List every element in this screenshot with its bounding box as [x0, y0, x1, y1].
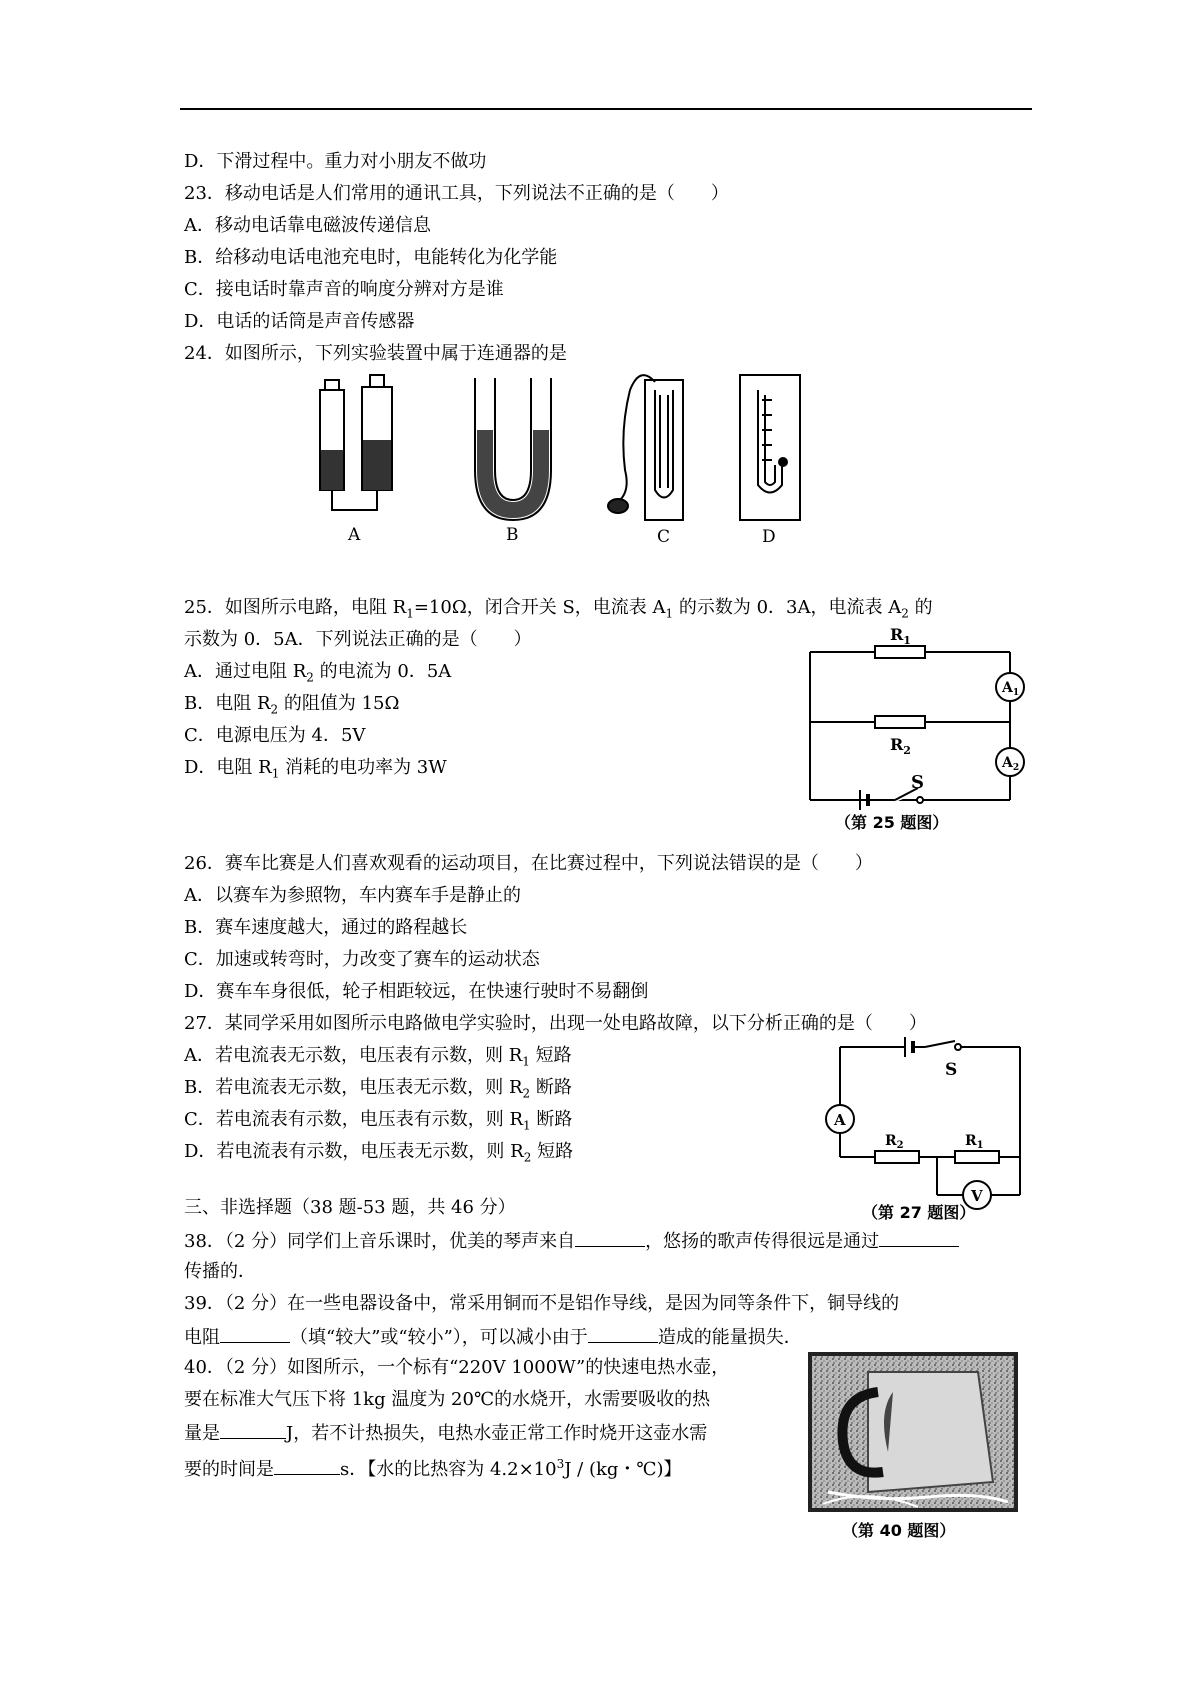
q27-circuit-figure — [815, 1035, 1040, 1205]
label-r1: $R_1$ — [965, 1133, 984, 1151]
q25-circuit-figure — [800, 625, 1040, 830]
label-a1: $A_1$ — [1002, 680, 1020, 698]
resistor-r1 — [875, 646, 925, 658]
q24-apparatus-figure — [300, 370, 880, 550]
switch-s — [925, 1041, 955, 1047]
q38-blank-2[interactable] — [879, 1228, 959, 1247]
label-ammeter: A — [834, 1111, 846, 1129]
q25-stem-line1: 25．如图所示电路，电阻 $R_1=10\Omega$，闭合开关 S，电流表 $A_1$ 的示数为 0．3A，电流表 $A_2$ 的 — [184, 597, 933, 621]
header-rule — [180, 108, 1032, 110]
q40-line3: 量是 J，若不计热损失，电热水壶正常工作时烧开这壶水需 — [184, 1420, 707, 1446]
q26-option-c: C．加速或转弯时，力改变了赛车的运动状态 — [184, 949, 540, 970]
label-a2: $A_2$ — [1002, 755, 1020, 773]
q23-option-d: D．电话的话筒是声音传感器 — [184, 311, 415, 332]
apparatus-b-label: B — [506, 525, 519, 545]
q23-option-a: A．移动电话靠电磁波传递信息 — [184, 215, 431, 236]
q27-option-b: B．若电流表无示数，电压表无示数，则 $R_2$ 断路 — [184, 1077, 572, 1101]
q27-option-d: D．若电流表有示数，电压表无示数，则 $R_2$ 短路 — [184, 1141, 574, 1165]
q25-option-c: C．电源电压为 4．5V — [184, 725, 366, 746]
q40-blank-2[interactable] — [274, 1456, 340, 1475]
q27-stem: 27．某同学采用如图所示电路做电学实验时，出现一处电路故障，以下分析正确的是（ ） — [184, 1013, 927, 1034]
q26-option-d: D．赛车车身很低，轮子相距较远，在快速行驶时不易翻倒 — [184, 981, 649, 1002]
q27-figure-caption: （第 27 题图） — [862, 1203, 976, 1222]
q26-option-a: A．以赛车为参照物，车内赛车手是静止的 — [184, 885, 521, 906]
apparatus-c-label: C — [657, 527, 671, 547]
q25-option-b: B．电阻 $R_2$ 的阻值为 15Ω — [184, 693, 400, 717]
q27-option-a: A．若电流表无示数，电压表有示数，则 $R_1$ 短路 — [184, 1045, 572, 1069]
apparatus-b-u-tube — [475, 378, 551, 520]
q23-option-b: B．给移动电话电池充电时，电能转化为化学能 — [184, 247, 558, 268]
q39-line1: 39．（2 分）在一些电器设备中，常采用铜而不是铝作导线，是因为同等条件下，铜导线的 — [184, 1293, 900, 1314]
q25-figure-caption: （第 25 题图） — [835, 813, 949, 832]
q25-option-d: D．电阻 $R_1$ 消耗的电功率为 3W — [184, 757, 447, 781]
label-voltmeter: V — [971, 1187, 983, 1205]
kettle-photo — [808, 1352, 1018, 1512]
q39-blank-2[interactable] — [588, 1324, 658, 1343]
q23-stem: 23．移动电话是人们常用的通讯工具，下列说法不正确的是（ ） — [184, 183, 729, 204]
resistor-r2 — [875, 1151, 919, 1163]
label-r2: $R_2$ — [885, 1133, 904, 1151]
label-switch: S — [911, 772, 924, 793]
q38-line2: 传播的． — [184, 1261, 256, 1282]
label-switch: S — [945, 1060, 958, 1080]
q38-blank-1[interactable] — [575, 1228, 645, 1247]
q25-stem-line2: 示数为 0．5A．下列说法正确的是（ ） — [184, 629, 532, 650]
q23-option-c: C．接电话时靠声音的响度分辨对方是谁 — [184, 279, 504, 300]
apparatus-a-label: A — [348, 525, 361, 545]
label-r1: $R_1$ — [890, 625, 911, 647]
resistor-r1 — [955, 1151, 999, 1163]
q40-line2: 要在标准大气压下将 1kg 温度为 20℃的水烧开，水需要吸收的热 — [184, 1389, 711, 1410]
apparatus-d-board-tube — [740, 375, 800, 520]
q40-blank-1[interactable] — [220, 1420, 286, 1439]
section3-title: 三、非选择题（38 题-53 题，共 46 分） — [184, 1197, 516, 1218]
apparatus-a-syringes — [320, 375, 392, 510]
q40-line1: 40．（2 分）如图所示，一个标有“220V 1000W”的快速电热水壶， — [184, 1357, 730, 1378]
q39-blank-1[interactable] — [220, 1324, 290, 1343]
q40-line4: 要的时间是 s．【水的比热容为 $4.2\times 10^3J / (kg$・℃)】 — [184, 1457, 682, 1480]
q27-option-c: C．若电流表有示数，电压表有示数，则 $R_1$ 断路 — [184, 1109, 573, 1133]
q26-option-b: B．赛车速度越大，通过的路程越长 — [184, 917, 468, 938]
apparatus-d-label: D — [762, 527, 776, 547]
label-r2: $R_2$ — [890, 735, 911, 757]
q38-line1: 38．（2 分）同学们上音乐课时，优美的琴声来自 ，悠扬的歌声传得很远是通过 — [184, 1228, 959, 1254]
q22-option-d: D．下滑过程中。重力对小朋友不做功 — [184, 151, 487, 172]
q39-line2: 电阻 （填“较大”或“较小”），可以减小由于 造成的能量损失． — [184, 1324, 802, 1350]
q24-stem: 24．如图所示，下列实验装置中属于连通器的是 — [184, 343, 567, 364]
resistor-r2 — [875, 716, 925, 728]
apparatus-c-manometer — [608, 375, 683, 520]
q26-stem: 26．赛车比赛是人们喜欢观看的运动项目，在比赛过程中，下列说法错误的是（ ） — [184, 853, 873, 874]
q40-figure-caption: （第 40 题图） — [842, 1521, 956, 1540]
q25-option-a: A．通过电阻 $R_2$ 的电流为 0．5A — [184, 661, 452, 685]
